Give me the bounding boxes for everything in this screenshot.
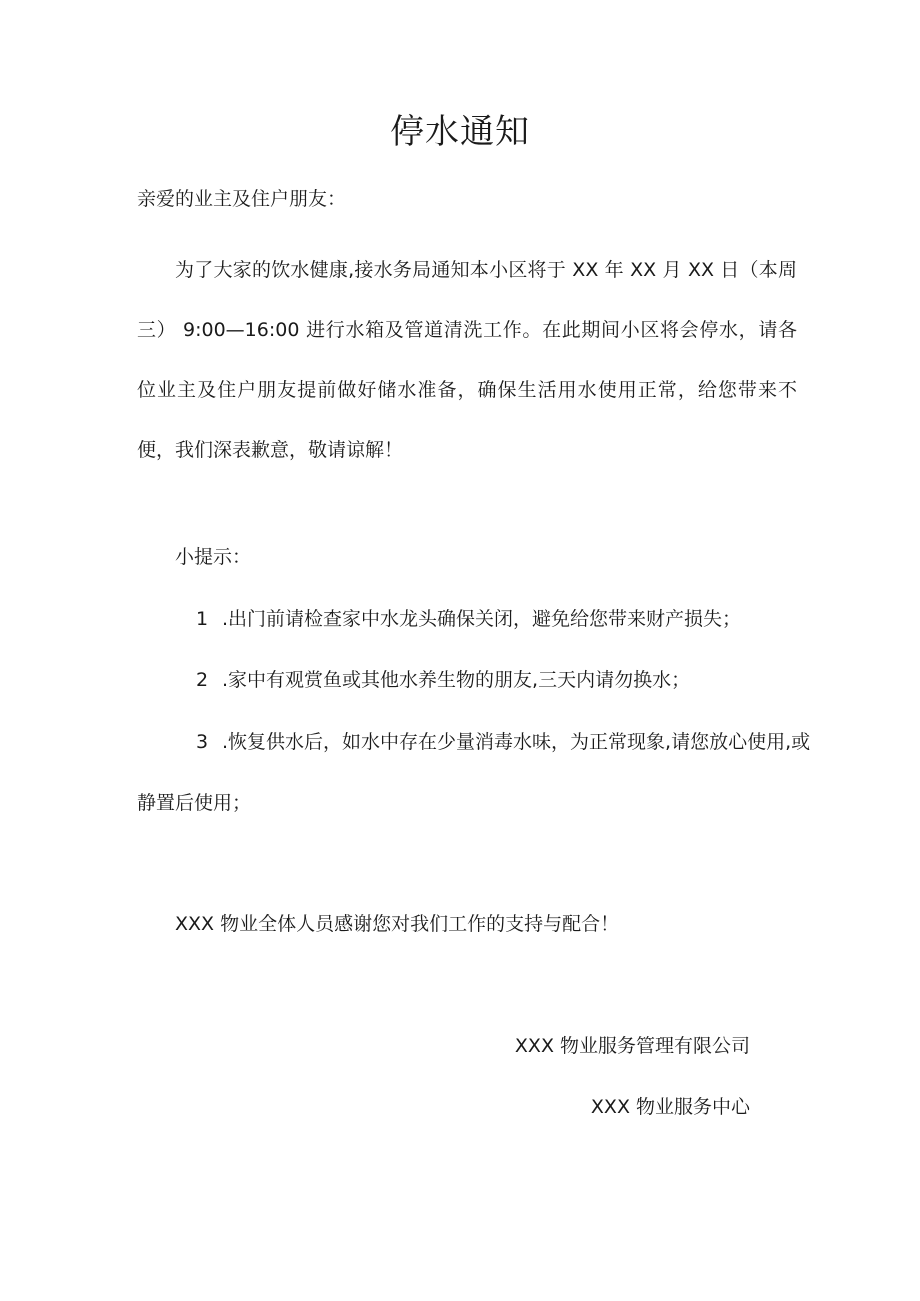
signature-company: XXX 物业服务管理有限公司	[514, 1035, 750, 1057]
tip-text: .家中有观赏鱼或其他水养生物的朋友,三天内请勿换水；	[222, 669, 691, 691]
tip-text: .出门前请检查家中水龙头确保关闭，避免给您带来财产损失；	[222, 608, 742, 630]
tip-item	[196, 728, 810, 756]
tip-number: 2	[196, 669, 209, 691]
document-title: 停水通知	[390, 112, 530, 152]
tip-number: 1	[196, 608, 209, 630]
tips-heading: 小提示：	[175, 546, 252, 568]
tip-item	[196, 666, 690, 694]
tip-text: .恢复供水后，如水中存在少量消毒水味，为正常现象,请您放心使用,或	[222, 731, 811, 753]
tip-text-continuation: 静置后使用；	[137, 792, 252, 814]
thanks-line: XXX 物业全体人员感谢您对我们工作的支持与配合！	[175, 913, 620, 935]
salutation: 亲爱的业主及住户朋友：	[137, 188, 347, 210]
tip-item	[196, 605, 741, 633]
body-paragraph: 为了大家的饮水健康,接水务局通知本小区将于 XX 年 XX 月 XX 日（本周三） 9:00—16:00 进行水箱及管道清洗工作。在此期间小区将会停水，请各位业主及住户朋友提前做好储水准备，确保生活用水使用正常，给您带来不便，我们深表歉意，敬请谅解！	[137, 259, 797, 461]
signature-center: XXX 物业服务中心	[590, 1096, 750, 1118]
tip-number: 3	[196, 731, 209, 753]
